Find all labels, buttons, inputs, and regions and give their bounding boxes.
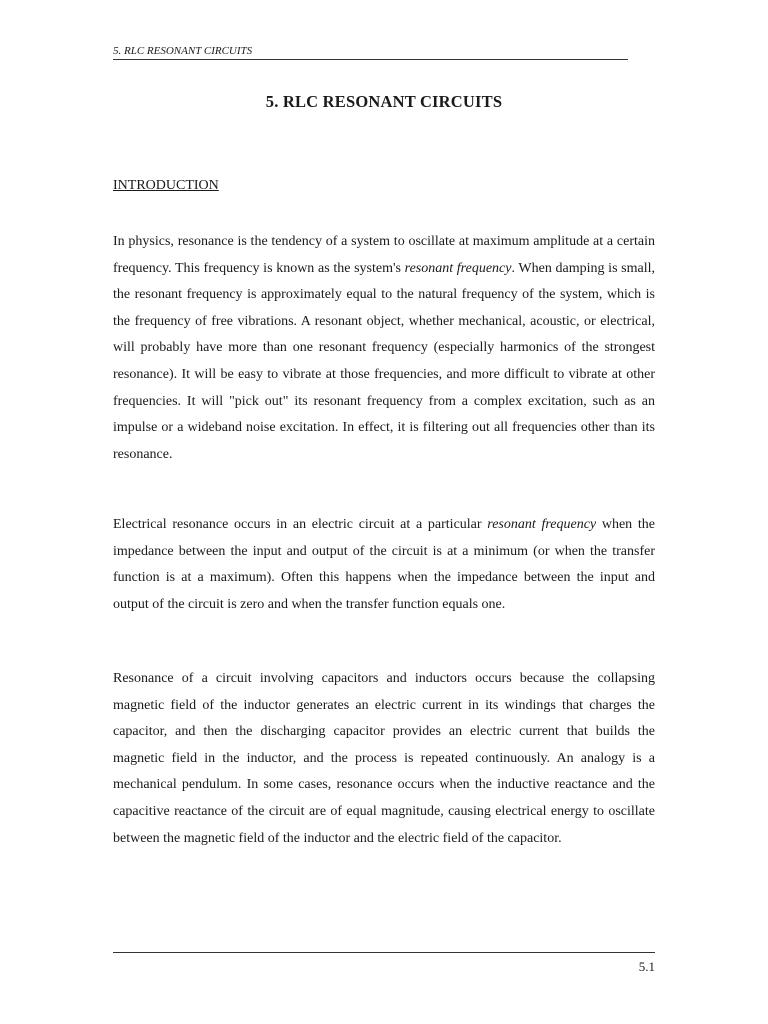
paragraph-1-text-end: . When damping is small, the resonant frequency is approximately equal to the natural frequency of the system, which is the frequency of free vibrations. A resonant object, whether mechanical, acoustic, or electrical, will probably have more than one resonant frequency (especially harmonics of the strongest resonance). It will be easy to vibrate at those frequencies, and more difficult to vibrate at other frequencies. It will "pick out" its resonant frequency from a complex excitation, such as an impulse or a wideband noise excitation. In effect, it is filtering out all frequencies other than its resonance. bbox=[113, 260, 656, 462]
paragraph-2 bbox=[113, 512, 655, 618]
paragraph-2-text-start: Electrical resonance occurs in an electric circuit at a particular bbox=[113, 517, 488, 532]
footer-divider bbox=[113, 952, 655, 953]
paragraph-1-emphasis: resonant frequency bbox=[404, 260, 512, 276]
section-heading-introduction: INTRODUCTION bbox=[113, 178, 219, 193]
paragraph-3-text: Resonance of a circuit involving capacitors and inductors occurs because the collapsing magnetic field of the inductor generates an electric current in its windings that charges the capacitor, and then the discharging capacitor provides an electric current that builds the magnetic field in the inductor, and the process is repeated continuously. An analogy is a mechanical pendulum. In some cases, resonance occurs when the inductive reactance and the capacitive reactance of the circuit are of equal magnitude, causing electrical energy to oscillate between the magnetic field of the inductor and the electric field of the capacitor. bbox=[113, 671, 655, 846]
page-number: 5.1 bbox=[638, 959, 655, 974]
paragraph-3 bbox=[113, 666, 655, 852]
chapter-title: 5. RLC RESONANT CIRCUITS bbox=[265, 92, 503, 111]
paragraph-2-text-end: when the impedance between the input and output of the circuit is at a minimum (or when the transfer function is at a maximum). Often this happens when the impedance between the input and output of the circuit is zero and when the transfer function equals one. bbox=[113, 517, 655, 612]
paragraph-2-emphasis: resonant frequency bbox=[487, 517, 597, 532]
paragraph-1 bbox=[113, 229, 655, 468]
running-header: 5. RLC RESONANT CIRCUITS bbox=[113, 44, 628, 60]
paragraph-1-text-start: In physics, resonance is the tendency of a system to oscillate at maximum amplitude at a certain frequency. This frequency is known as the system's bbox=[113, 234, 655, 276]
